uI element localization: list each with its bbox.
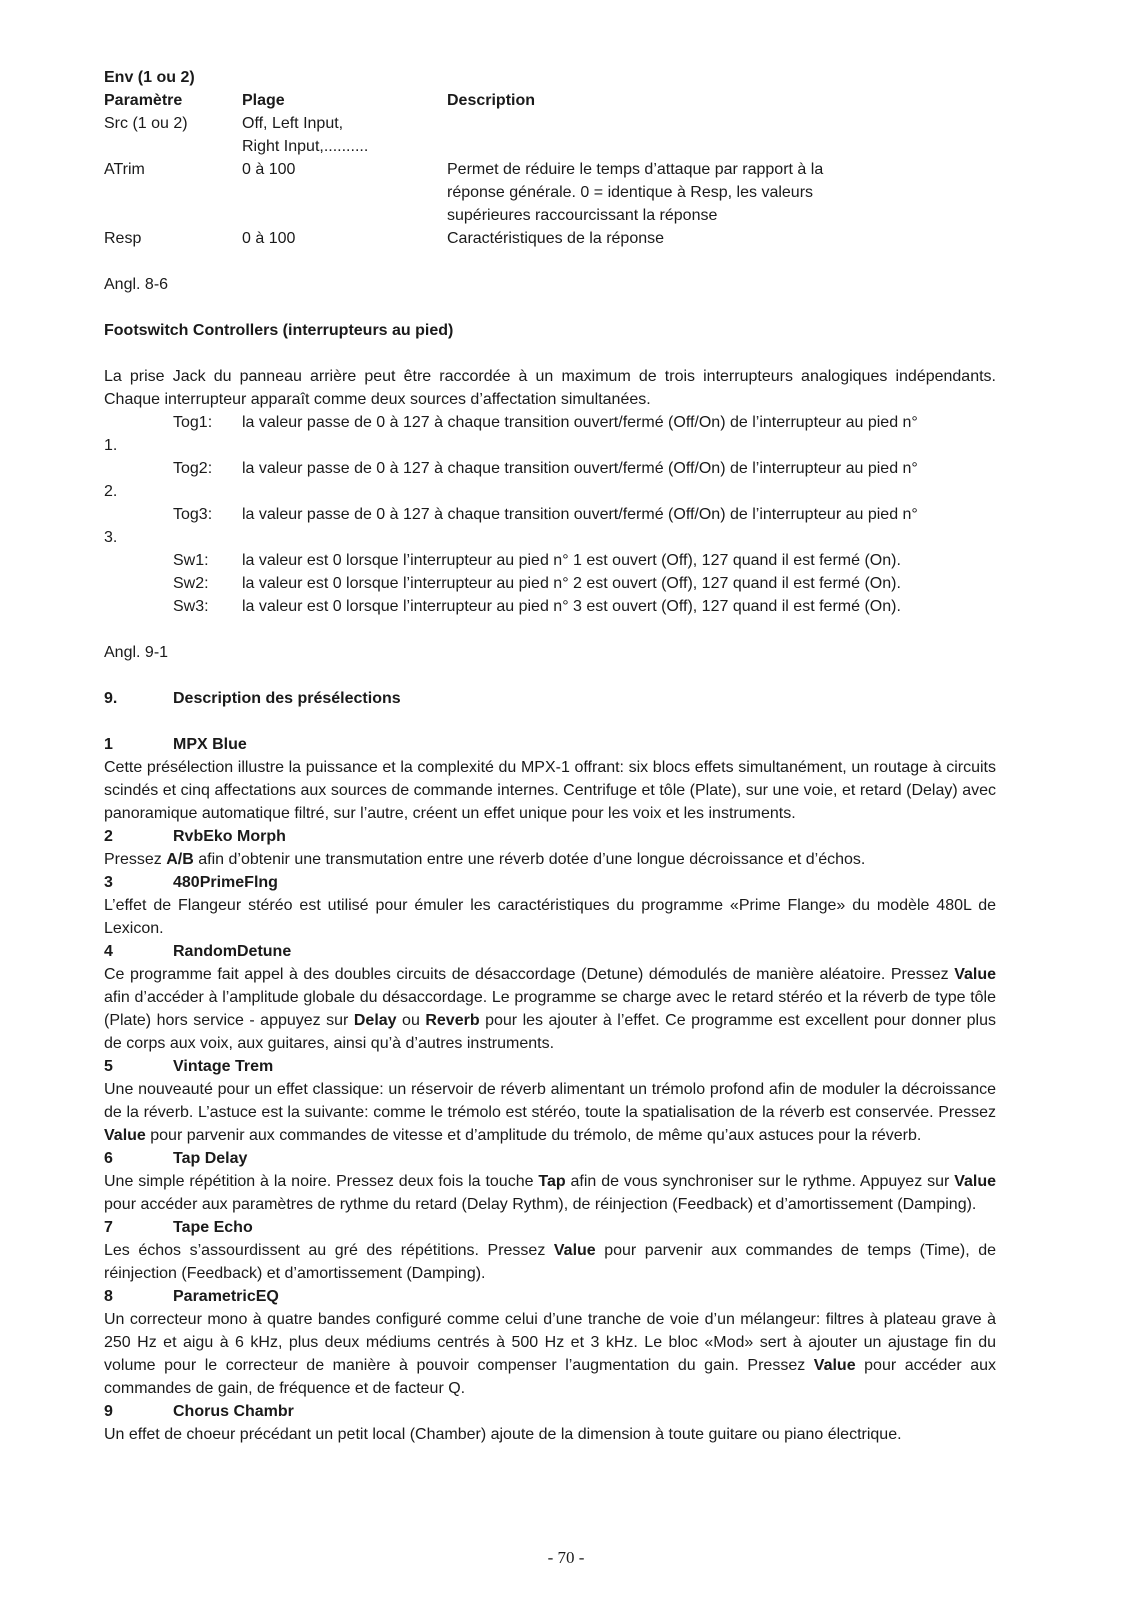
range-cell: 0 à 100: [242, 230, 296, 247]
preset-name: Chorus Chambr: [173, 1403, 294, 1420]
param-cell: ATrim: [104, 161, 145, 178]
angle-reference: Angl. 8-6: [104, 276, 169, 293]
preset-text: ou: [396, 1012, 426, 1029]
preset-keyword: Value: [104, 1127, 146, 1144]
param-cell: Src (1 ou 2): [104, 115, 188, 132]
preset-name: 480PrimeFlng: [173, 874, 278, 891]
preset-text: Pressez: [104, 851, 167, 868]
preset-number: 3: [104, 874, 113, 891]
preset-text: pour accéder aux paramètres de rythme du retard (Delay Rythm), de réinjection (Feedback) et d’amortissement (Damping).: [104, 1196, 977, 1213]
description-cell: supérieures raccourcissant la réponse: [447, 207, 718, 224]
footswitch-intro: La prise Jack du panneau arrière peut être raccordée à un maximum de trois interrupteurs analogiques indépendants. Chaque interrupteur apparaît comme deux sources d’affectation simultanées.: [104, 368, 996, 408]
env-table-row: [104, 181, 996, 204]
preset-keyword: Delay: [353, 1012, 397, 1029]
range-cell: Right Input,..........: [242, 138, 369, 155]
description-cell: réponse générale. 0 = identique à Resp, les valeurs: [447, 184, 814, 201]
preset-keyword: Value: [954, 1173, 997, 1190]
angle-reference-2: Angl. 9-1: [104, 644, 169, 661]
footswitch-item: [104, 549, 996, 572]
preset-text: pour parvenir aux commandes de vitesse et d’amplitude du trémolo, de même qu’aux astuces pour la réverb.: [145, 1127, 922, 1144]
preset-description: [104, 1170, 996, 1216]
footswitch-key: Tog1:: [173, 414, 213, 431]
env-table-row: [104, 204, 996, 227]
preset-name: Tap Delay: [173, 1150, 248, 1167]
preset-number: 2: [104, 828, 113, 845]
footswitch-item: [104, 457, 996, 480]
preset-description: [104, 848, 996, 871]
preset-number: 7: [104, 1219, 113, 1236]
page-number: - 70 -: [547, 1548, 585, 1567]
preset-text: Une nouveauté pour un effet classique: un réservoir de réverb alimentant un trémolo profond afin de moduler la décroissance de la réverb. L’astuce est la suivante: comme le trémolo est stéréo, toute la spatialisation de la réverb est conservée. Pressez: [104, 1081, 996, 1121]
preset-title: [104, 1216, 996, 1239]
footswitch-key: Sw3:: [173, 598, 209, 615]
preset-name: ParametricEQ: [173, 1288, 279, 1305]
preset-number: 1: [104, 736, 113, 753]
preset-name: RandomDetune: [173, 943, 292, 960]
range-cell: 0 à 100: [242, 161, 296, 178]
preset-list: [104, 733, 996, 1446]
preset-description: [104, 1239, 996, 1285]
preset-text: L’effet de Flangeur stéréo est utilisé pour émuler les caractéristiques du programme «Prime Flange» du modèle 480L de Lexicon.: [104, 897, 996, 937]
preset-description: [104, 1308, 996, 1400]
preset-title: [104, 940, 996, 963]
preset-name: Tape Echo: [173, 1219, 253, 1236]
preset-title: [104, 1055, 996, 1078]
footswitch-heading: Footswitch Controllers (interrupteurs au pied): [104, 322, 454, 339]
preset-keyword: Value: [954, 966, 996, 983]
preset-number: 9: [104, 1403, 113, 1420]
preset-text: pour accéder aux commandes de gain, de fréquence et de facteur Q.: [104, 1357, 996, 1397]
env-table-title: Env (1 ou 2): [104, 69, 195, 86]
header-param: Paramètre: [104, 92, 183, 109]
footswitch-item: [104, 572, 996, 595]
footswitch-wrap: 1.: [104, 437, 118, 454]
preset-keyword: Value: [553, 1242, 596, 1259]
footswitch-item: [104, 595, 996, 618]
env-table-row: [104, 227, 996, 250]
preset-title: [104, 1400, 996, 1423]
preset-text: afin d’accéder à l’amplitude globale du désaccordage. Le programme se charge avec le retard stéréo et la réverb de type tôle (Plate) hors service - appuyez sur: [104, 989, 996, 1029]
param-cell: Resp: [104, 230, 142, 247]
section-title: Description des présélections: [173, 690, 401, 707]
footswitch-key: Tog3:: [173, 506, 213, 523]
preset-name: RvbEko Morph: [173, 828, 286, 845]
preset-name: Vintage Trem: [173, 1058, 274, 1075]
preset-text: Les échos s’assourdissent au gré des répétitions. Pressez: [104, 1242, 554, 1259]
preset-keyword: Reverb: [425, 1012, 480, 1029]
header-description: Description: [447, 92, 536, 109]
preset-text: afin d’obtenir une transmutation entre une réverb dotée d’une longue décroissance et d’échos.: [193, 851, 866, 868]
preset-text: Cette présélection illustre la puissance et la complexité du MPX-1 offrant: six blocs effets simultanément, un routage à circuits scindés et cinq affectations aux sources de commande internes. Centrifuge et tôle (Plate), sur une voie, et retard (Delay) avec panoramique automatique filtré, sur l’autre, créent un effet unique pour les voix et les instruments.: [104, 759, 996, 822]
env-table-row: [104, 135, 996, 158]
footswitch-key: Tog2:: [173, 460, 213, 477]
footswitch-text: la valeur passe de 0 à 127 à chaque transition ouvert/fermé (Off/On) de l’interrupteur au pied n°: [242, 506, 918, 523]
preset-text: Une simple répétition à la noire. Pressez deux fois la touche: [104, 1173, 539, 1190]
footswitch-item: [104, 411, 996, 434]
footswitch-text: la valeur passe de 0 à 127 à chaque transition ouvert/fermé (Off/On) de l’interrupteur au pied n°: [242, 414, 918, 431]
header-range: Plage: [242, 92, 285, 109]
preset-description: [104, 1423, 996, 1446]
env-table-header: [104, 89, 996, 112]
preset-text: Ce programme fait appel à des doubles circuits de désaccordage (Detune) démodulés de manière aléatoire. Pressez: [104, 966, 955, 983]
preset-keyword: Tap: [538, 1173, 566, 1190]
footswitch-text: la valeur est 0 lorsque l’interrupteur au pied n° 2 est ouvert (Off), 127 quand il est fermé (On).: [242, 575, 901, 592]
preset-keyword: A/B: [166, 851, 194, 868]
manual-page: [104, 66, 996, 1446]
footswitch-key: Sw2:: [173, 575, 209, 592]
preset-number: 8: [104, 1288, 113, 1305]
preset-text: pour parvenir aux commandes de temps (Time), de réinjection (Feedback) et d’amortissement (Damping).: [104, 1242, 997, 1282]
footswitch-list: [104, 411, 996, 618]
preset-name: MPX Blue: [173, 736, 247, 753]
preset-keyword: Value: [813, 1357, 856, 1374]
preset-text: pour les ajouter à l’effet. Ce programme est excellent pour donner plus de corps aux voix, aux guitares, ainsi qu’à d’autres instruments.: [104, 1012, 997, 1052]
description-cell: Permet de réduire le temps d’attaque par rapport à la: [447, 161, 824, 178]
preset-description: [104, 1078, 996, 1147]
footswitch-text: la valeur est 0 lorsque l’interrupteur au pied n° 1 est ouvert (Off), 127 quand il est fermé (On).: [242, 552, 901, 569]
footswitch-text: la valeur passe de 0 à 127 à chaque transition ouvert/fermé (Off/On) de l’interrupteur au pied n°: [242, 460, 918, 477]
description-cell: Caractéristiques de la réponse: [447, 230, 665, 247]
preset-title: [104, 1147, 996, 1170]
preset-text: afin de vous synchroniser sur le rythme. Appuyez sur: [565, 1173, 955, 1190]
preset-text: Un effet de choeur précédant un petit local (Chamber) ajoute de la dimension à toute guitare ou piano électrique.: [104, 1426, 902, 1443]
footswitch-text: la valeur est 0 lorsque l’interrupteur au pied n° 3 est ouvert (Off), 127 quand il est fermé (On).: [242, 598, 901, 615]
preset-number: 5: [104, 1058, 113, 1075]
env-table-body: [104, 112, 996, 250]
preset-title: [104, 1285, 996, 1308]
env-table-row: [104, 112, 996, 135]
preset-description: [104, 963, 996, 1055]
preset-title: [104, 733, 996, 756]
preset-number: 6: [104, 1150, 113, 1167]
footswitch-wrap: 2.: [104, 483, 118, 500]
section-heading: [104, 687, 996, 710]
preset-number: 4: [104, 943, 113, 960]
section-number: 9.: [104, 690, 118, 707]
footswitch-wrap: 3.: [104, 529, 118, 546]
preset-title: [104, 825, 996, 848]
preset-description: [104, 756, 996, 825]
footswitch-key: Sw1:: [173, 552, 209, 569]
range-cell: Off, Left Input,: [242, 115, 344, 132]
footswitch-item: [104, 503, 996, 526]
env-table-row: [104, 158, 996, 181]
preset-title: [104, 871, 996, 894]
preset-text: Un correcteur mono à quatre bandes configuré comme celui d’une tranche de voie d’un mélangeur: filtres à plateau grave à 250 Hz et aigu à 6 kHz, plus deux médiums centrés à 500 Hz et 3 kHz. Le bloc «Mod» sert à ajouter un ajustage fin du volume pour le correcteur de manière à pouvoir compenser l’augmentation du gain. Pressez: [104, 1311, 996, 1374]
preset-description: [104, 894, 996, 940]
